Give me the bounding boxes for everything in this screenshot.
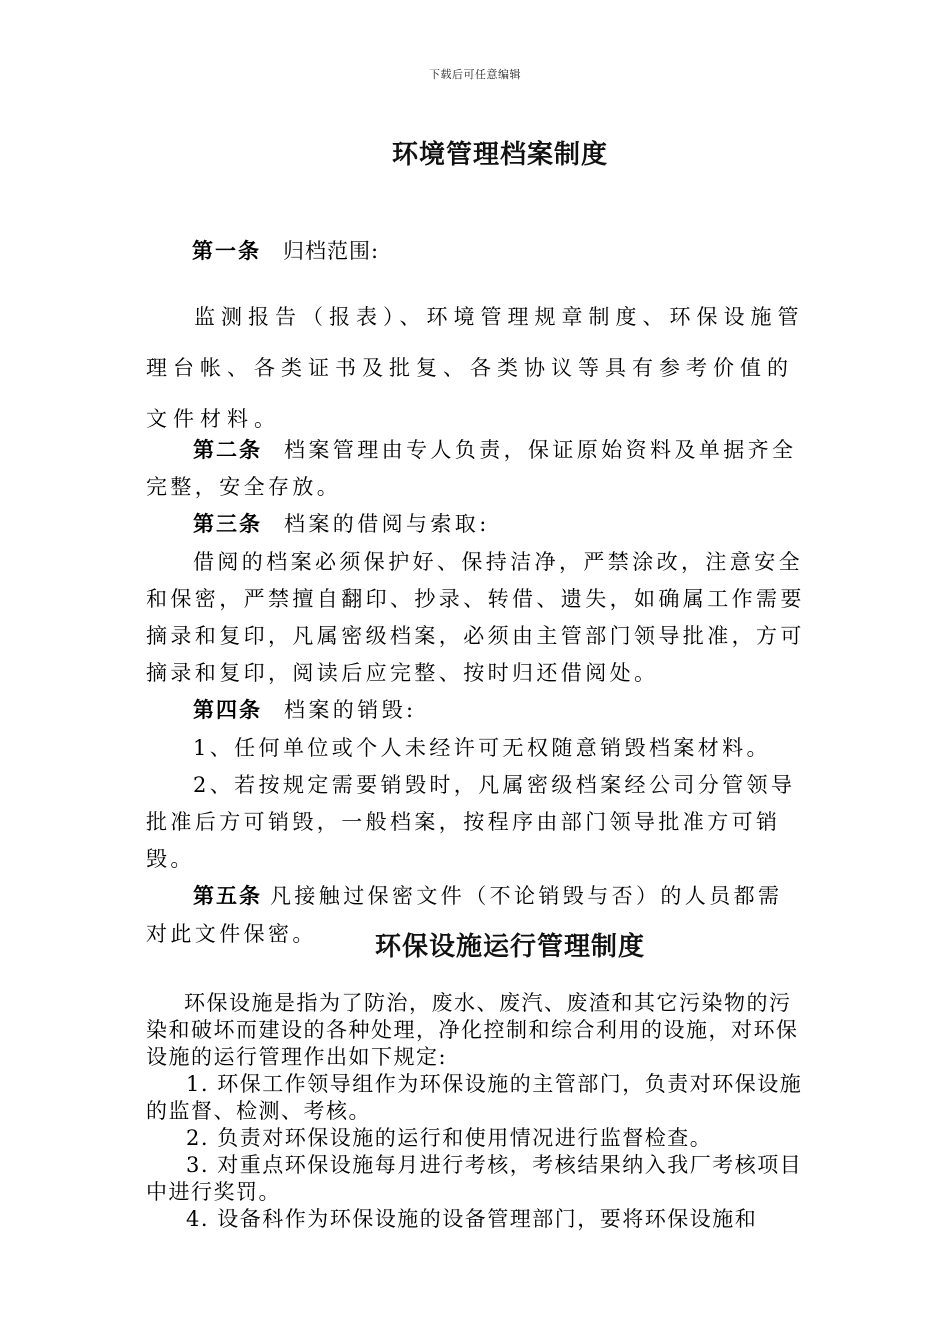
article-4-item-1: 1、任何单位或个人未经许可无权随意销毁档案材料。 xyxy=(193,735,771,760)
article-2 xyxy=(146,432,806,506)
facilities-intro: 环保设施是指为了防治，废水、废汽、废渣和其它污染物的污染和破坏而建设的各种处理，净化控制和综合利用的设施，对环保设施的运行管理作出如下规定: xyxy=(146,991,799,1069)
document-title-facilities: 环保设施运行管理制度 xyxy=(374,932,645,962)
article-4-item-2: 2、若按规定需要销毁时，凡属密级档案经公司分管领导批准后方可销毁，一般档案，按程序由部门领导批准方可销毁。 xyxy=(146,772,796,872)
facilities-section xyxy=(146,990,806,1233)
facilities-item-4: 4. 设备科作为环保设施的设备管理部门，要将环保设施和 xyxy=(186,1207,758,1231)
article-3-body: 借阅的档案必须保护好、保持洁净，严禁涂改，注意安全和保密，严禁擅自翻印、抄录、转借、遗失，如确属工作需要摘录和复印，凡属密级档案，必须由主管部门领导批准，方可摘录和复印，阅读后应完整、按时归还借阅处。 xyxy=(146,549,805,686)
articles-2-5 xyxy=(146,432,806,953)
article-5-label: 第五条 xyxy=(193,884,262,909)
article-4-label: 第四条 xyxy=(193,698,262,723)
article-2-body: 档案管理由专人负责，保证原始资料及单据齐全完整，安全存放。 xyxy=(146,438,797,500)
article-1-heading xyxy=(146,232,806,270)
header-note: 下载后可任意编辑 xyxy=(429,68,521,81)
article-4-heading: 档案的销毁: xyxy=(284,698,417,723)
article-3 xyxy=(146,506,806,543)
article-1-heading-text: 归档范围: xyxy=(283,239,380,263)
article-1-label: 第一条 xyxy=(192,239,261,263)
document-title-archive: 环境管理档案制度 xyxy=(391,140,608,170)
article-1-body: 监测报告（报表）、环境管理规章制度、环保设施管理台帐、各类证书及批复、各类协议等具有参考价值的文件材料。 xyxy=(146,305,805,431)
article-3-heading: 档案的借阅与索取: xyxy=(284,512,490,537)
article-2-label: 第二条 xyxy=(193,438,262,462)
article-4 xyxy=(146,692,806,729)
article-5-body: 凡接触过保密文件（不论销毁与否）的人员都需对此文件保密。 xyxy=(146,884,783,946)
facilities-item-1: 1. 环保工作领导组作为环保设施的主管部门，负责对环保设施的监督、检测、考核。 xyxy=(146,1072,803,1123)
facilities-item-3: 3. 对重点环保设施每月进行考核，考核结果纳入我厂考核项目中进行奖罚。 xyxy=(146,1153,803,1204)
article-3-label: 第三条 xyxy=(193,512,262,537)
facilities-item-2: 2. 负责对环保设施的运行和使用情况进行监督检查。 xyxy=(186,1126,713,1150)
